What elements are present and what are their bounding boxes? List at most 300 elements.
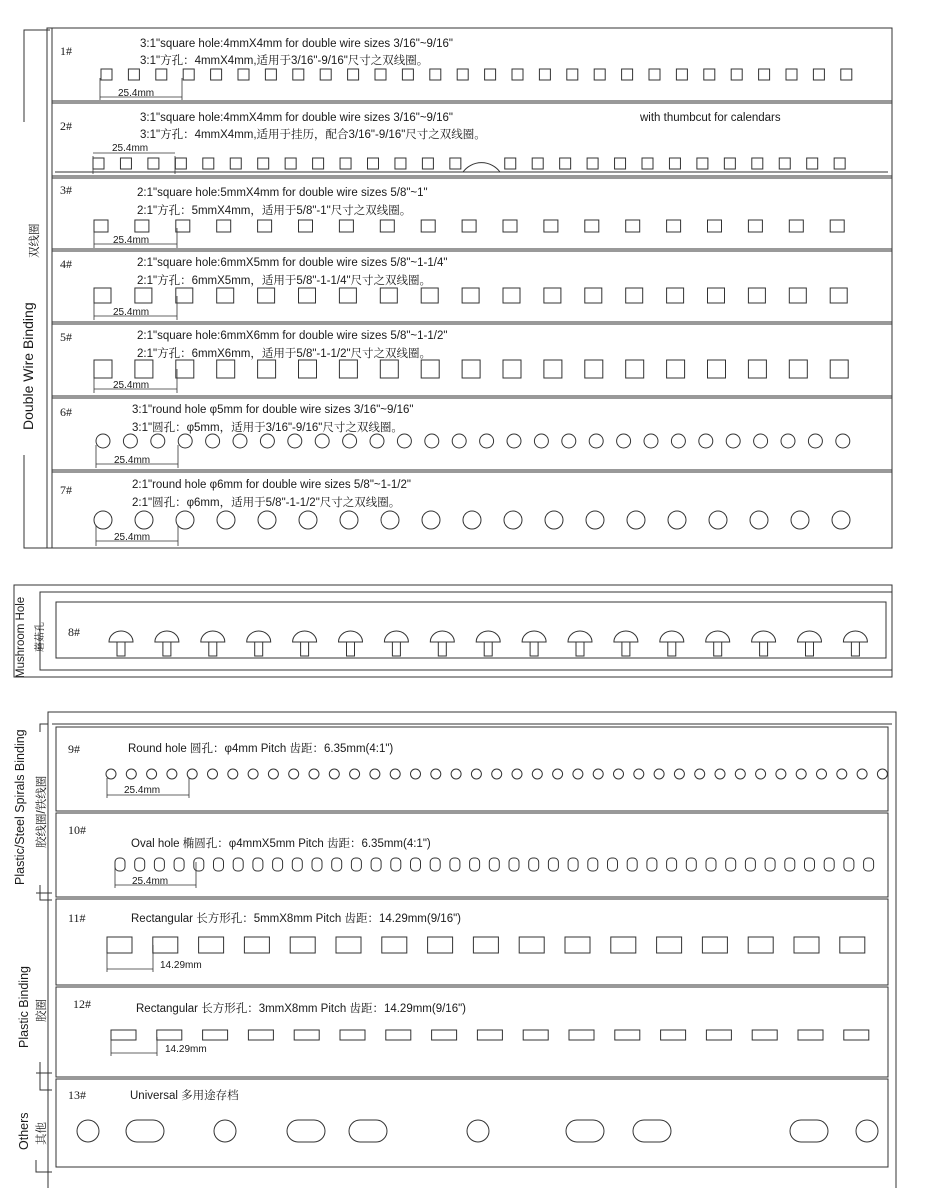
rectangular-hole <box>611 937 636 953</box>
rectangular-hole-narrow <box>569 1030 594 1040</box>
oval-hole <box>588 858 598 871</box>
oval-hole <box>765 858 775 871</box>
thumbcut-arc <box>463 163 500 172</box>
mushroom-hole <box>247 631 271 656</box>
group-title-others: Others <box>17 1112 31 1150</box>
mushroom-hole <box>798 631 822 656</box>
mushroom-hole <box>430 631 454 656</box>
universal-oval-hole <box>287 1120 325 1142</box>
square-hole <box>462 288 479 303</box>
row-frame-9 <box>56 727 888 811</box>
frame-bracket <box>36 1160 52 1172</box>
row-desc-cn: 2:1"方孔：6mmX5mm，适用于5/8"-1-1/4"尺寸之双线圈。 <box>137 275 432 287</box>
pitch-measure: 25.4mm <box>118 88 155 99</box>
group-title-plastic: Plastic Binding <box>17 966 31 1048</box>
row-desc-en: 3:1"round hole φ5mm for double wire sizes 3/16"~9/16" <box>132 404 414 416</box>
round-hole <box>534 434 548 448</box>
mushroom-hole <box>293 631 317 656</box>
round-hole-small <box>735 769 745 779</box>
oval-hole <box>312 858 322 871</box>
square-hole <box>789 220 803 232</box>
square-hole <box>834 158 845 169</box>
round-hole <box>94 511 112 529</box>
oval-hole <box>489 858 499 871</box>
square-hole <box>135 360 153 378</box>
round-hole <box>452 434 466 448</box>
rectangular-hole-narrow <box>157 1030 182 1040</box>
square-hole <box>724 158 735 169</box>
square-hole <box>265 69 276 80</box>
round-hole <box>726 434 740 448</box>
square-hole <box>380 220 394 232</box>
round-hole-small <box>776 769 786 779</box>
square-hole <box>759 69 770 80</box>
square-hole <box>505 158 516 169</box>
round-hole <box>343 434 357 448</box>
square-hole <box>626 220 640 232</box>
square-hole <box>94 220 108 232</box>
oval-hole <box>233 858 243 871</box>
row-8 <box>68 625 80 639</box>
round-hole <box>176 511 194 529</box>
square-hole <box>585 220 599 232</box>
square-hole <box>421 288 438 303</box>
row-2 <box>60 112 781 154</box>
square-hole <box>94 360 112 378</box>
mushroom-hole <box>568 631 592 656</box>
round-hole-small <box>309 769 319 779</box>
group-label-plastic <box>17 966 48 1048</box>
square-hole <box>544 288 561 303</box>
square-hole <box>183 69 194 80</box>
square-hole <box>748 360 766 378</box>
round-hole-small <box>573 769 583 779</box>
square-hole <box>667 288 684 303</box>
round-hole-small <box>208 769 218 779</box>
group-subtitle-double-wire: 双线圈 <box>29 223 41 258</box>
round-hole <box>754 434 768 448</box>
square-hole <box>622 69 633 80</box>
round-hole-small <box>126 769 136 779</box>
square-hole <box>626 360 644 378</box>
group-subtitle-mushroom: 蘑菇孔 <box>35 622 46 652</box>
oval-hole <box>608 858 618 871</box>
universal-oval-hole <box>126 1120 164 1142</box>
square-hole <box>708 360 726 378</box>
group-title-mushroom: Mushroom Hole <box>15 596 27 678</box>
group-label-spirals <box>13 729 48 885</box>
universal-oval-hole <box>566 1120 604 1142</box>
round-hole <box>258 511 276 529</box>
row-desc-en: 3:1"square hole:4mmX4mm for double wire sizes 3/16"~9/16" <box>140 38 454 50</box>
square-hole <box>176 288 193 303</box>
square-hole <box>503 288 520 303</box>
oval-hole <box>351 858 361 871</box>
square-hole <box>339 360 357 378</box>
round-hole <box>123 434 137 448</box>
oval-hole <box>292 858 302 871</box>
row-number: 3# <box>60 183 72 197</box>
square-hole <box>339 288 356 303</box>
round-hole-small <box>877 769 887 779</box>
oval-hole <box>824 858 834 871</box>
frame-bracket <box>24 455 50 548</box>
round-hole <box>381 511 399 529</box>
round-hole-small <box>492 769 502 779</box>
row-desc: Rectangular 长方形孔：5mmX8mm Pitch 齿距：14.29mm(9/16") <box>131 913 462 925</box>
frame-bracket <box>24 30 50 122</box>
rectangular-hole <box>702 937 727 953</box>
mushroom-hole <box>843 631 867 656</box>
oval-hole <box>805 858 815 871</box>
universal-oval-hole <box>633 1120 671 1142</box>
round-hole <box>370 434 384 448</box>
square-hole <box>615 158 626 169</box>
group-label-double-wire <box>20 224 41 431</box>
square-hole <box>375 69 386 80</box>
square-hole <box>567 69 578 80</box>
rectangular-hole-narrow <box>752 1030 777 1040</box>
square-hole <box>544 360 562 378</box>
square-hole <box>830 360 848 378</box>
round-hole <box>178 434 192 448</box>
row-3 <box>60 183 428 246</box>
square-hole <box>544 220 558 232</box>
oval-hole <box>135 858 145 871</box>
square-hole <box>258 360 276 378</box>
oval-hole <box>391 858 401 871</box>
row-9 <box>68 741 393 796</box>
square-hole <box>462 360 480 378</box>
square-hole <box>176 220 190 232</box>
round-hole <box>151 434 165 448</box>
round-hole <box>545 511 563 529</box>
round-hole <box>463 511 481 529</box>
round-hole <box>586 511 604 529</box>
round-hole <box>589 434 603 448</box>
rectangular-hole <box>748 937 773 953</box>
group-title-double-wire: Double Wire Binding <box>20 302 36 430</box>
square-hole <box>450 158 461 169</box>
rectangular-hole-narrow <box>844 1030 869 1040</box>
square-hole <box>830 220 844 232</box>
round-hole-small <box>350 769 360 779</box>
round-hole-small <box>268 769 278 779</box>
square-hole <box>148 158 159 169</box>
universal-oval-hole <box>349 1120 387 1142</box>
round-hole-small <box>715 769 725 779</box>
rectangular-hole-narrow <box>340 1030 365 1040</box>
row-number: 11# <box>68 911 86 925</box>
rectangular-hole-narrow <box>523 1030 548 1040</box>
square-hole <box>512 69 523 80</box>
group-subtitle-plastic: 胶圈 <box>36 999 48 1022</box>
hole-patterns <box>55 69 888 1142</box>
rectangular-hole <box>794 937 819 953</box>
mushroom-hole <box>384 631 408 656</box>
oval-hole <box>194 858 204 871</box>
universal-round-hole <box>467 1120 489 1142</box>
pitch-measure: 25.4mm <box>113 235 150 246</box>
round-hole <box>233 434 247 448</box>
row-desc: Rectangular 长方形孔：3mmX8mm Pitch 齿距：14.29mm(9/16") <box>136 1003 467 1015</box>
pitch-measure: 25.4mm <box>124 785 161 796</box>
square-hole <box>462 220 476 232</box>
round-hole <box>288 434 302 448</box>
oval-hole <box>509 858 519 871</box>
oval-hole <box>745 858 755 871</box>
row-desc-cn: 3:1"圆孔：φ5mm，适用于3/16"-9/16"尺寸之双线圈。 <box>132 422 403 434</box>
square-hole <box>649 69 660 80</box>
oval-hole <box>529 858 539 871</box>
rectangular-hole-narrow <box>248 1030 273 1040</box>
square-hole <box>560 158 571 169</box>
row-desc-cn: 2:1"方孔：5mmX4mm，适用于5/8"-1"尺寸之双线圈。 <box>137 205 412 217</box>
mushroom-hole <box>752 631 776 656</box>
mushroom-hole <box>614 631 638 656</box>
mushroom-hole <box>155 631 179 656</box>
square-hole <box>395 158 406 169</box>
mushroom-hole <box>660 631 684 656</box>
round-hole-small <box>695 769 705 779</box>
square-hole <box>704 69 715 80</box>
row-desc-en: 2:1"square hole:5mmX4mm for double wire sizes 5/8"~1" <box>137 187 428 199</box>
oval-hole <box>371 858 381 871</box>
round-hole <box>832 511 850 529</box>
oval-hole <box>785 858 795 871</box>
round-hole-small <box>593 769 603 779</box>
square-hole <box>676 69 687 80</box>
universal-oval-hole <box>790 1120 828 1142</box>
row-desc-en: 3:1"square hole:4mmX4mm for double wire sizes 3/16"~9/16" <box>140 112 454 124</box>
row-extra-note: with thumbcut for calendars <box>640 112 781 124</box>
square-hole <box>485 69 496 80</box>
square-hole <box>93 158 104 169</box>
pitch-measure: 25.4mm <box>113 307 150 318</box>
round-hole <box>617 434 631 448</box>
square-hole <box>340 158 351 169</box>
round-hole <box>507 434 521 448</box>
square-hole <box>402 69 413 80</box>
rectangular-hole-narrow <box>111 1030 136 1040</box>
row-number: 9# <box>68 742 80 756</box>
round-hole-small <box>329 769 339 779</box>
pitch-measure: 14.29mm <box>165 1044 207 1055</box>
row-desc-en: 2:1"square hole:6mmX6mm for double wire sizes 5/8"~1-1/2" <box>137 330 448 342</box>
round-hole-small <box>614 769 624 779</box>
square-hole <box>320 69 331 80</box>
square-hole <box>807 158 818 169</box>
oval-hole <box>154 858 164 871</box>
row-desc-en: 2:1"round hole φ6mm for double wire sizes 5/8"~1-1/2" <box>132 479 411 491</box>
round-hole <box>96 434 110 448</box>
square-hole <box>94 288 111 303</box>
square-hole <box>748 220 762 232</box>
round-hole <box>340 511 358 529</box>
rectangular-hole <box>336 937 361 953</box>
square-hole <box>299 220 313 232</box>
square-hole <box>503 220 517 232</box>
oval-hole <box>706 858 716 871</box>
round-hole-small <box>532 769 542 779</box>
square-hole <box>830 288 847 303</box>
row-desc-cn: 2:1"方孔：6mmX6mm，适用于5/8"-1-1/2"尺寸之双线圈。 <box>137 348 432 360</box>
square-hole <box>748 288 765 303</box>
square-hole <box>708 288 725 303</box>
square-hole <box>175 158 186 169</box>
round-hole <box>504 511 522 529</box>
round-hole-small <box>289 769 299 779</box>
round-hole-small <box>451 769 461 779</box>
square-hole <box>299 360 317 378</box>
row-number: 7# <box>60 483 72 497</box>
row-desc: Oval hole 椭圆孔：φ4mmX5mm Pitch 齿距：6.35mm(4:1") <box>131 838 431 850</box>
round-hole <box>217 511 235 529</box>
square-hole <box>789 360 807 378</box>
rectangular-hole <box>244 937 269 953</box>
group-subtitle-others: 其他 <box>36 1122 48 1145</box>
square-hole <box>176 360 194 378</box>
round-hole <box>791 511 809 529</box>
round-hole-small <box>674 769 684 779</box>
rectangular-hole-narrow <box>432 1030 457 1040</box>
pitch-measure: 25.4mm <box>112 143 149 154</box>
square-hole <box>135 220 149 232</box>
oval-hole <box>470 858 480 871</box>
round-hole-small <box>512 769 522 779</box>
square-hole <box>128 69 139 80</box>
oval-hole <box>273 858 283 871</box>
row-desc-en: 2:1"square hole:6mmX5mm for double wire sizes 5/8"~1-1/4" <box>137 257 448 269</box>
square-hole <box>258 220 272 232</box>
round-hole-small <box>553 769 563 779</box>
square-hole <box>539 69 550 80</box>
square-hole <box>587 158 598 169</box>
square-hole <box>585 360 603 378</box>
round-hole <box>135 511 153 529</box>
group-frame-edge <box>47 28 52 548</box>
square-hole <box>642 158 653 169</box>
round-hole-small <box>796 769 806 779</box>
square-hole <box>380 288 397 303</box>
oval-hole <box>430 858 440 871</box>
group-title-spirals: Plastic/Steel Spirals Binding <box>13 729 27 885</box>
square-hole <box>503 360 521 378</box>
round-hole <box>699 434 713 448</box>
oval-hole <box>411 858 421 871</box>
mushroom-hole <box>476 631 500 656</box>
frame-bracket <box>40 1062 52 1090</box>
oval-hole <box>667 858 677 871</box>
round-hole-small <box>390 769 400 779</box>
group-label-mushroom <box>15 597 46 678</box>
square-hole <box>211 69 222 80</box>
round-hole-small <box>167 769 177 779</box>
oval-hole <box>115 858 125 871</box>
row-desc: Round hole 圆孔：φ4mm Pitch 齿距：6.35mm(4:1") <box>128 743 394 755</box>
rectangular-hole-narrow <box>203 1030 228 1040</box>
rectangular-hole <box>657 937 682 953</box>
round-hole-small <box>147 769 157 779</box>
row-13 <box>68 1088 239 1102</box>
row-number: 10# <box>68 823 86 837</box>
rectangular-hole <box>473 937 498 953</box>
square-hole <box>667 220 681 232</box>
round-hole-small <box>837 769 847 779</box>
round-hole <box>562 434 576 448</box>
round-hole <box>627 511 645 529</box>
round-hole-small <box>857 769 867 779</box>
rectangular-hole <box>565 937 590 953</box>
rectangular-hole <box>153 937 178 953</box>
pitch-measure: 25.4mm <box>113 380 150 391</box>
group-label-others <box>17 1112 48 1150</box>
square-hole <box>841 69 852 80</box>
row-number: 8# <box>68 625 80 639</box>
round-hole <box>668 511 686 529</box>
row-1 <box>60 38 453 99</box>
round-hole <box>808 434 822 448</box>
round-hole-small <box>654 769 664 779</box>
square-hole <box>667 360 685 378</box>
row-number: 2# <box>60 119 72 133</box>
group-subtitle-spirals: 胶线圈/铁线圈 <box>36 775 48 848</box>
rectangular-hole <box>519 937 544 953</box>
row-number: 6# <box>60 405 72 419</box>
square-hole <box>339 220 353 232</box>
row-number: 4# <box>60 257 72 271</box>
square-hole <box>585 288 602 303</box>
square-hole <box>421 220 435 232</box>
square-hole <box>669 158 680 169</box>
square-hole <box>285 158 296 169</box>
rectangular-hole <box>428 937 453 953</box>
round-hole <box>260 434 274 448</box>
pitch-measure: 25.4mm <box>132 876 169 887</box>
row-number: 5# <box>60 330 72 344</box>
oval-hole <box>332 858 342 871</box>
square-hole <box>421 360 439 378</box>
round-hole-small <box>187 769 197 779</box>
row-desc-cn: 3:1"方孔：4mmX4mm,适用于3/16"-9/16"尺寸之双线圈。 <box>140 55 429 67</box>
square-hole <box>293 69 304 80</box>
round-hole-small <box>370 769 380 779</box>
round-hole-small <box>471 769 481 779</box>
round-hole <box>750 511 768 529</box>
square-hole <box>708 220 722 232</box>
round-hole <box>480 434 494 448</box>
round-hole <box>644 434 658 448</box>
universal-round-hole <box>77 1120 99 1142</box>
row-number: 1# <box>60 44 72 58</box>
round-hole <box>709 511 727 529</box>
rectangular-hole <box>840 937 865 953</box>
rectangular-hole <box>290 937 315 953</box>
round-hole <box>315 434 329 448</box>
square-hole <box>380 360 398 378</box>
round-hole <box>299 511 317 529</box>
square-hole <box>594 69 605 80</box>
square-hole <box>786 69 797 80</box>
rectangular-hole <box>107 937 132 953</box>
round-hole <box>836 434 850 448</box>
frame-bracket <box>40 724 48 732</box>
round-hole-small <box>228 769 238 779</box>
square-hole <box>299 288 316 303</box>
round-hole <box>781 434 795 448</box>
oval-hole <box>548 858 558 871</box>
pitch-measure: 14.29mm <box>160 960 202 971</box>
